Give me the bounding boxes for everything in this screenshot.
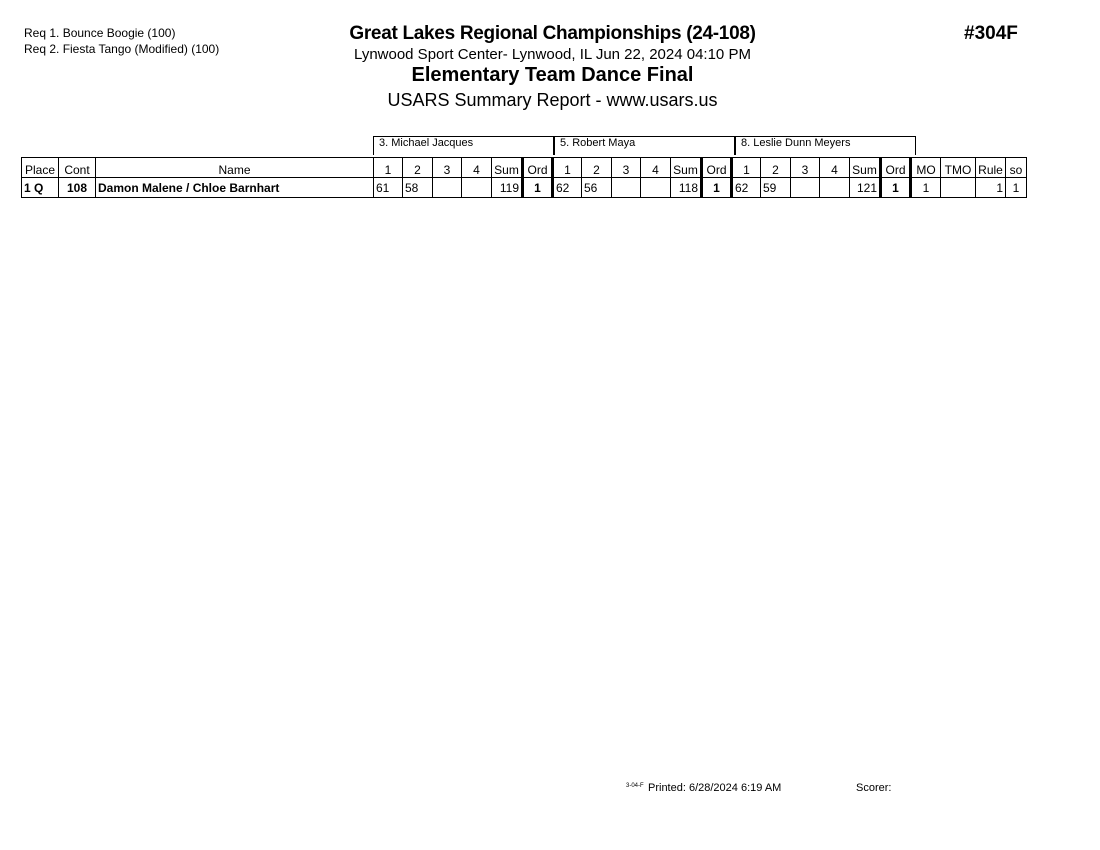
report-title: USARS Summary Report - www.usars.us	[387, 90, 718, 110]
cell-rule: 1	[976, 178, 1006, 198]
footer-code: 3-04-F	[626, 783, 644, 789]
cell-j3-score-4	[820, 178, 850, 198]
cell-j3-ord: 1	[881, 178, 911, 198]
required-dance-1: Req 1. Bounce Boogie (100)	[24, 26, 176, 40]
judge-header-3: 8. Leslie Dunn Meyers	[735, 136, 916, 155]
col-j2-score-2: 2	[582, 158, 612, 178]
footer-printed: Printed: 6/28/2024 6:19 AM	[648, 782, 782, 794]
cell-j1-score-4	[462, 178, 492, 198]
venue-date: Lynwood Sport Center- Lynwood, IL Jun 22, 2024 04:10 PM	[354, 46, 751, 63]
cell-j2-ord: 1	[702, 178, 732, 198]
col-j1-score-3: 3	[433, 158, 462, 178]
event-number: #304F	[964, 23, 1018, 44]
col-j2-ord: Ord	[702, 158, 732, 178]
cell-j2-score-2: 56	[582, 178, 612, 198]
cell-j2-score-4	[641, 178, 671, 198]
col-name: Name	[96, 158, 374, 178]
table-row	[22, 178, 1027, 198]
competition-title: Great Lakes Regional Championships (24-108)	[349, 23, 756, 44]
cell-j3-score-3	[791, 178, 820, 198]
col-j3-score-1: 1	[732, 158, 761, 178]
judge-header-1: 3. Michael Jacques	[373, 136, 554, 155]
cell-so: 1	[1006, 178, 1027, 198]
cell-j2-sum: 118	[671, 178, 702, 198]
cell-j3-score-1: 62	[732, 178, 761, 198]
col-j2-score-1: 1	[553, 158, 582, 178]
col-j1-score-1: 1	[374, 158, 403, 178]
col-rule: Rule	[976, 158, 1006, 178]
cell-j1-score-3	[433, 178, 462, 198]
col-j1-sum: Sum	[492, 158, 523, 178]
col-j2-score-4: 4	[641, 158, 671, 178]
cell-j1-sum: 119	[492, 178, 523, 198]
col-j3-score-3: 3	[791, 158, 820, 178]
required-dance-2: Req 2. Fiesta Tango (Modified) (100)	[24, 42, 220, 56]
cell-cont: 108	[59, 178, 96, 198]
cell-j3-score-2: 59	[761, 178, 791, 198]
col-tmo: TMO	[941, 158, 976, 178]
col-j2-score-3: 3	[612, 158, 641, 178]
cell-mo: 1	[911, 178, 941, 198]
results-table	[21, 157, 1027, 198]
col-place: Place	[22, 158, 59, 178]
col-cont: Cont	[59, 158, 96, 178]
col-j3-ord: Ord	[881, 158, 911, 178]
cell-j1-score-1: 61	[374, 178, 403, 198]
col-so: so	[1006, 158, 1027, 178]
col-j1-ord: Ord	[523, 158, 553, 178]
cell-j1-ord: 1	[523, 178, 553, 198]
col-j1-score-4: 4	[462, 158, 492, 178]
cell-place: 1 Q	[22, 178, 59, 198]
cell-j2-score-1: 62	[553, 178, 582, 198]
col-j1-score-2: 2	[403, 158, 433, 178]
col-j3-sum: Sum	[850, 158, 881, 178]
footer-scorer: Scorer:	[856, 782, 892, 794]
cell-j3-sum: 121	[850, 178, 881, 198]
cell-j1-score-2: 58	[403, 178, 433, 198]
table-header-row	[22, 158, 1027, 178]
event-title: Elementary Team Dance Final	[411, 64, 694, 86]
cell-j2-score-3	[612, 178, 641, 198]
judge-header-2: 5. Robert Maya	[554, 136, 735, 155]
col-j2-sum: Sum	[671, 158, 702, 178]
cell-name: Damon Malene / Chloe Barnhart	[96, 178, 374, 198]
col-j3-score-4: 4	[820, 158, 850, 178]
cell-tmo	[941, 178, 976, 198]
col-j3-score-2: 2	[761, 158, 791, 178]
col-mo: MO	[911, 158, 941, 178]
